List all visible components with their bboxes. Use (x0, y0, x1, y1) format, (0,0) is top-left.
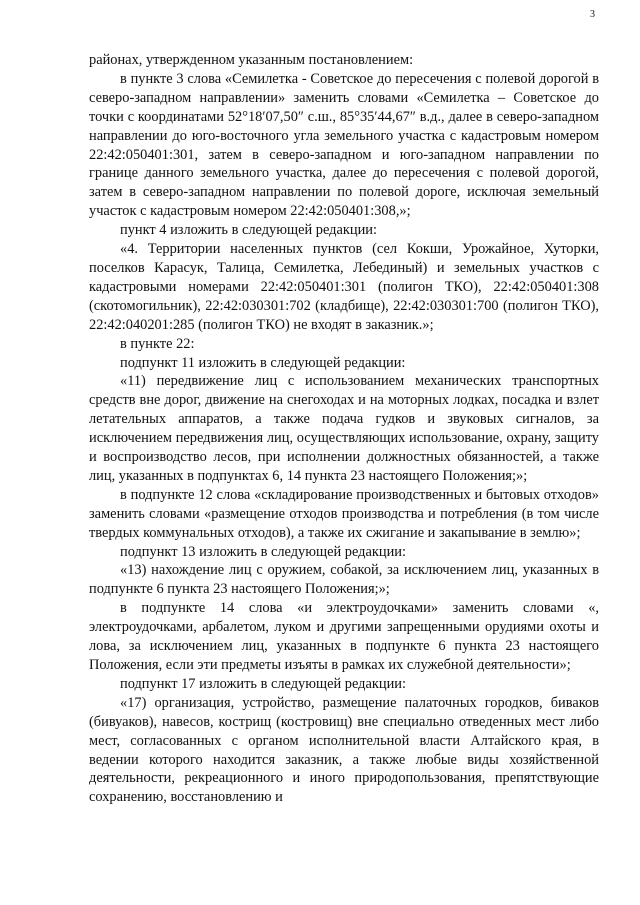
paragraph: «4. Территории населенных пунктов (сел Кокши, Урожайное, Хуторки, поселков Карасук, Талица, Семилетка, Лебединый) и земельных участков с кадастровыми номерами 22:42:050401:301 (полигон ТКО), 22:42:050401:308 (скотомогильник), 22:42:030301:702 (кладбище), 22:42:030301:700 (полигон ТКО), 22:42:040201:285 (полигон ТКО) не входят в заказник.»; (89, 241, 599, 333)
paragraph: подпункт 13 изложить в следующей редакции: (120, 543, 406, 560)
paragraph: пункт 4 изложить в следующей редакции: (120, 222, 377, 239)
page-number: 3 (590, 9, 595, 20)
paragraph: районах, утвержденном указанным постановлением: (89, 52, 414, 68)
paragraph: «17) организация, устройство, размещение палаточных городков, биваков (бивуаков), навесов, кострищ (костровищ) вне специально отведенных мест либо мест, согласованных с органом исполнительной власти Алтайского края, в ведении которого находится заказник, а также любые виды хозяйственной деятельности, рекреационного и иного природопользования, препятствующие сохранению, восстановлению и (89, 694, 599, 806)
paragraph: в пункте 3 слова «Семилетка - Советское до пересечения с полевой дорогой в северо-западном направлении» заменить словами «Семилетка – Советское до точки с координатами 52°18′07,50″ с.ш., 85°35′44,67″ в.д., далее в северо-западном направлении до юго-восточного угла земельного участка с кадастровым номером 22:42:050401:301, затем в северо-западном и юго-западном направлении по границе данного земельного участка, далее до пересечения с полевой дорогой, затем в северо-западном направлении по полевой дороге, исключая земельный участок с кадастровым номером 22:42:050401:308,»; (89, 70, 599, 220)
paragraph: «11) передвижение лиц с использованием механических транспортных средств вне дорог, движение на снегоходах и на моторных лодках, посадка и взлет летательных аппаратов, а также подача гудков и звуковых сигналов, за исключением передвижения лиц, осуществляющих использование, охрану, защиту и воспроизводство лесов, при исполнении должностных обязанностей, а также лиц, указанных в подпунктах 6, 14 пункта 23 настоящего Положения;»; (89, 373, 599, 484)
paragraph: «13) нахождение лиц с оружием, собакой, за исключением лиц, указанных в подпункте 6 пункта 23 настоящего Положения;»; (89, 562, 599, 598)
paragraph: в подпункте 12 слова «складирование производственных и бытовых отходов» заменить словами «размещение отходов производства и потребления (в том числе твердых коммунальных отходов), а также их сжигание и закапывание в землю»; (89, 486, 599, 541)
document-body (89, 51, 599, 807)
paragraph: в пункте 22: (120, 335, 195, 352)
paragraph: в подпункте 14 слова «и электроудочками» заменить словами «, электроудочками, арбалетом, луком и другими запрещенными орудиями охоты и лова, за исключением лиц, указанных в подпункте 6 пункта 23 настоящего Положения, если эти предметы изъяты в рамках их служебной деятельности»; (89, 600, 599, 673)
paragraph: подпункт 17 изложить в следующей редакции: (120, 675, 406, 692)
paragraph: подпункт 11 изложить в следующей редакции: (120, 354, 406, 371)
